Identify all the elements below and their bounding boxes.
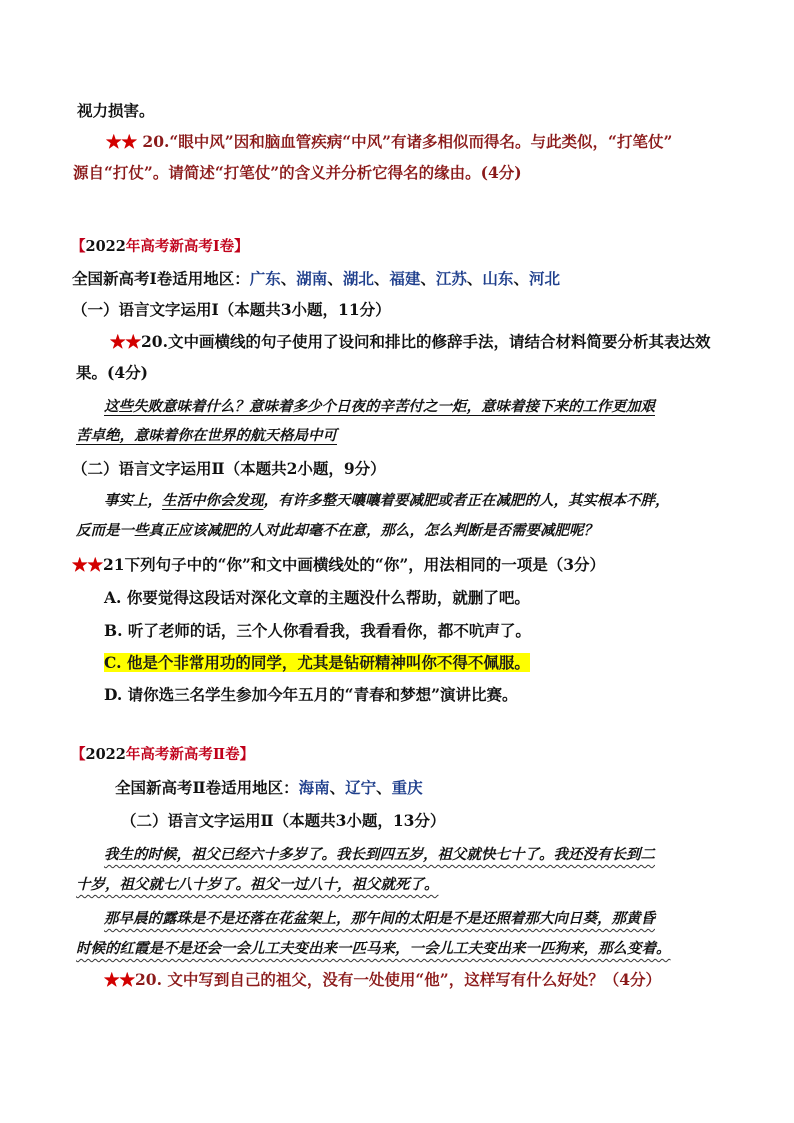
option-b: B. 听了老师的话，三个人你看看我，我看看你，都不吭声了。: [104, 621, 531, 640]
star-icon: ★★: [110, 332, 142, 351]
section1-regions: 全国新高考Ⅰ卷适用地区：广东、湖南、湖北、福建、江苏、山东、河北: [72, 269, 560, 288]
section2-passage1-line1: 我生的时候，祖父已经六十多岁了。我长到四五岁，祖父就快七十了。我还没有长到二: [104, 846, 655, 863]
star-icon: ★★: [106, 132, 138, 151]
section1-passage2-line1: 事实上，生活中你会发现，有许多整天嚷嚷着要减肥或者正在减肥的人，其实根本不胖，: [104, 492, 670, 509]
underlined-phrase: 生活中你会发现: [162, 492, 264, 509]
section1-part2-title: （二）语言文字运用Ⅱ（本题共2小题，9分）: [72, 459, 386, 478]
section2-passage2-line2: 时候的红霞是不是还会一会儿工夫变出来一匹马来，一会儿工夫变出来一匹狗来，那么变着。: [76, 940, 671, 957]
section1-passage2-line2: 反而是一些真正应该减肥的人对此却毫不在意，那么，怎么判断是否需要减肥呢？: [76, 522, 598, 539]
star-icon: ★★: [72, 555, 104, 574]
question-20-prev-line2: 源自“打仗”。请简述“打笔仗”的含义并分析它得名的缘由。(4分): [73, 163, 522, 182]
section1-q20-line1: ★★20.文中画横线的句子使用了设问和排比的修辞手法，请结合材料简要分析其表达效: [110, 332, 711, 351]
star-icon: ★★: [104, 970, 136, 989]
section1-header: 【2022年高考新高考Ⅰ卷】: [71, 238, 249, 255]
section2-q20: ★★20. 文中写到自己的祖父，没有一处使用“他”，这样写有什么好处？（4分）: [104, 970, 661, 989]
section2-passage1-line2: 十岁，祖父就七八十岁了。祖父一过八十，祖父就死了。: [76, 876, 439, 893]
option-c-highlighted: C. 他是个非常用功的同学，尤其是钻研精神叫你不得不佩服。: [104, 653, 530, 672]
option-d: D. 请你选三名学生参加今年五月的“青春和梦想”演讲比赛。: [104, 685, 518, 704]
option-a: A. 你要觉得这段话对深化文章的主题没什么帮助，就删了吧。: [104, 588, 530, 607]
section2-passage2-line1: 那早晨的露珠是不是还落在花盆架上，那午间的太阳是不是还照着那大向日葵，那黄昏: [104, 910, 655, 927]
section1-part1-title: （一）语言文字运用Ⅰ（本题共3小题，11分）: [72, 300, 391, 319]
section2-regions: 全国新高考Ⅱ卷适用地区：海南、辽宁、重庆: [115, 778, 423, 797]
section1-q20-line2: 果。(4分): [76, 363, 148, 382]
section2-part-title: （二）语言文字运用Ⅱ（本题共3小题，13分）: [121, 811, 446, 830]
section1-passage1-line2: 苦卓绝，意味着你在世界的航天格局中可: [76, 427, 337, 444]
top-fragment: 视力损害。: [77, 101, 155, 120]
section1-q21: ★★21下列句子中的“你”和文中画横线处的“你”，用法相同的一项是（3分）: [72, 555, 606, 574]
question-20-prev-line1: ★★ 20.“眼中风”因和脑血管疾病“中风”有诸多相似而得名。与此类似，“打笔仗”: [106, 132, 673, 151]
section2-header: 【2022年高考新高考Ⅱ卷】: [71, 746, 255, 763]
section1-passage1-line1: 这些失败意味着什么？意味着多少个日夜的辛苦付之一炬，意味着接下来的工作更加艰: [104, 398, 655, 415]
